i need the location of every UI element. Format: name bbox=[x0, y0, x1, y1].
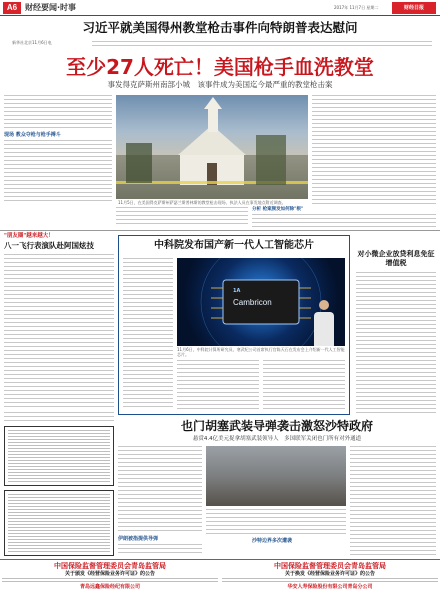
right-story-body bbox=[356, 272, 436, 414]
chip-caption: 11月6日，中科院计算所研究员、寒武纪公司首席执行官陈天石在发布会上介绍新一代人工智能芯片。 bbox=[177, 347, 345, 357]
yemen-title: 也门胡塞武装导弹袭击激怒沙特政府 bbox=[180, 419, 373, 433]
left-small-notice-2 bbox=[4, 490, 114, 556]
notice-right-company: 华安人寿保险股份有限公司青岛分公司 bbox=[287, 584, 373, 590]
yemen-photo bbox=[206, 446, 346, 506]
notice-left-title: 关于颁发《经营保险业务许可证》的公告 bbox=[64, 571, 155, 577]
yemen-col-1b bbox=[118, 544, 202, 556]
notice-right-org: 中国保险监督管理委员会青岛监管局 bbox=[274, 561, 386, 570]
left-bottom-body bbox=[4, 412, 114, 422]
yemen-col-2 bbox=[206, 509, 346, 537]
yemen-subheading-1: 伊朗被指提供导弹 bbox=[118, 536, 159, 542]
page-number-badge: A6 bbox=[3, 2, 21, 14]
main-left-column bbox=[4, 95, 112, 130]
main-left-column-2 bbox=[4, 140, 112, 203]
paper-name-badge: 财经日报 bbox=[392, 2, 436, 14]
notice-right-body bbox=[222, 578, 438, 584]
chip-photo bbox=[177, 258, 345, 346]
main-title: 至少27人死亡！美国枪手血洗教堂 bbox=[66, 55, 374, 79]
chip-left-column bbox=[123, 258, 173, 408]
analysis-label: 分析 枪案频发如何除"根" bbox=[252, 207, 304, 212]
section-name: 财经要闻·时事 bbox=[25, 3, 77, 12]
photo-caption: 11月5日，在美国得克萨斯州萨瑟兰斯普林斯的教堂枪击现场，执法人员在事发地点附近调查。 bbox=[118, 200, 286, 205]
left-small-notice-1 bbox=[4, 426, 114, 486]
main-subtitle: 事发得克萨斯州南部小城 该事件成为美国迄今最严重的教堂枪击案 bbox=[107, 80, 333, 89]
date-info: 2017年 11月7日 星期二 bbox=[334, 5, 379, 10]
left-story-headline: 八一飞行表演队赴阿国炫技 bbox=[4, 241, 94, 250]
notice-right-title: 关于换发《经营保险业务许可证》的公告 bbox=[284, 571, 375, 577]
yemen-col-1 bbox=[118, 446, 202, 534]
presenter-figure bbox=[313, 300, 335, 346]
chip-tag: 1A bbox=[233, 288, 241, 294]
yemen-subheading-2: 沙特边界多次遭袭 bbox=[252, 538, 293, 544]
chip-story-title: 中科院发布国产新一代人工智能芯片 bbox=[154, 240, 314, 251]
main-left-heading: 现场 教众夺枪与枪手搏斗 bbox=[4, 132, 61, 138]
yemen-subtitle: 悬赏4.4亿美元捉拿胡塞武装领导人 多国联军关闭也门所有对外通道 bbox=[192, 436, 362, 442]
analysis-text bbox=[252, 214, 436, 227]
right-story-title: 对小微企业放贷利息免征增值税 bbox=[357, 250, 435, 267]
section-divider bbox=[0, 230, 440, 231]
lead-headline: 习近平就美国得州教堂枪击事件向特朗普表达慰问 bbox=[82, 20, 358, 35]
lead-byline: 新华社北京11月6日电 bbox=[12, 40, 52, 45]
left-story-tag: "朋友圈"越来越大！ bbox=[4, 233, 54, 239]
church-scene-photo bbox=[116, 95, 308, 199]
page-header bbox=[0, 0, 440, 16]
chip-body-mid bbox=[177, 360, 259, 410]
yemen-col-3 bbox=[350, 446, 436, 556]
notice-left bbox=[2, 561, 218, 593]
notices-divider bbox=[0, 559, 440, 560]
chip-story-box bbox=[118, 235, 350, 415]
church-photo-svg bbox=[116, 95, 308, 199]
notice-left-company: 青岛远鑫保险经纪有限公司 bbox=[79, 584, 140, 590]
main-mid-column bbox=[116, 207, 248, 227]
main-right-column bbox=[312, 95, 436, 205]
chip-body-right bbox=[263, 360, 345, 410]
lead-body-text bbox=[92, 41, 432, 48]
chip-brand: Cambricon bbox=[233, 298, 272, 307]
left-story-body bbox=[4, 254, 114, 409]
notice-right bbox=[222, 561, 438, 593]
notice-left-body bbox=[2, 578, 218, 584]
notice-left-org: 中国保险监督管理委员会青岛监管局 bbox=[54, 561, 166, 570]
